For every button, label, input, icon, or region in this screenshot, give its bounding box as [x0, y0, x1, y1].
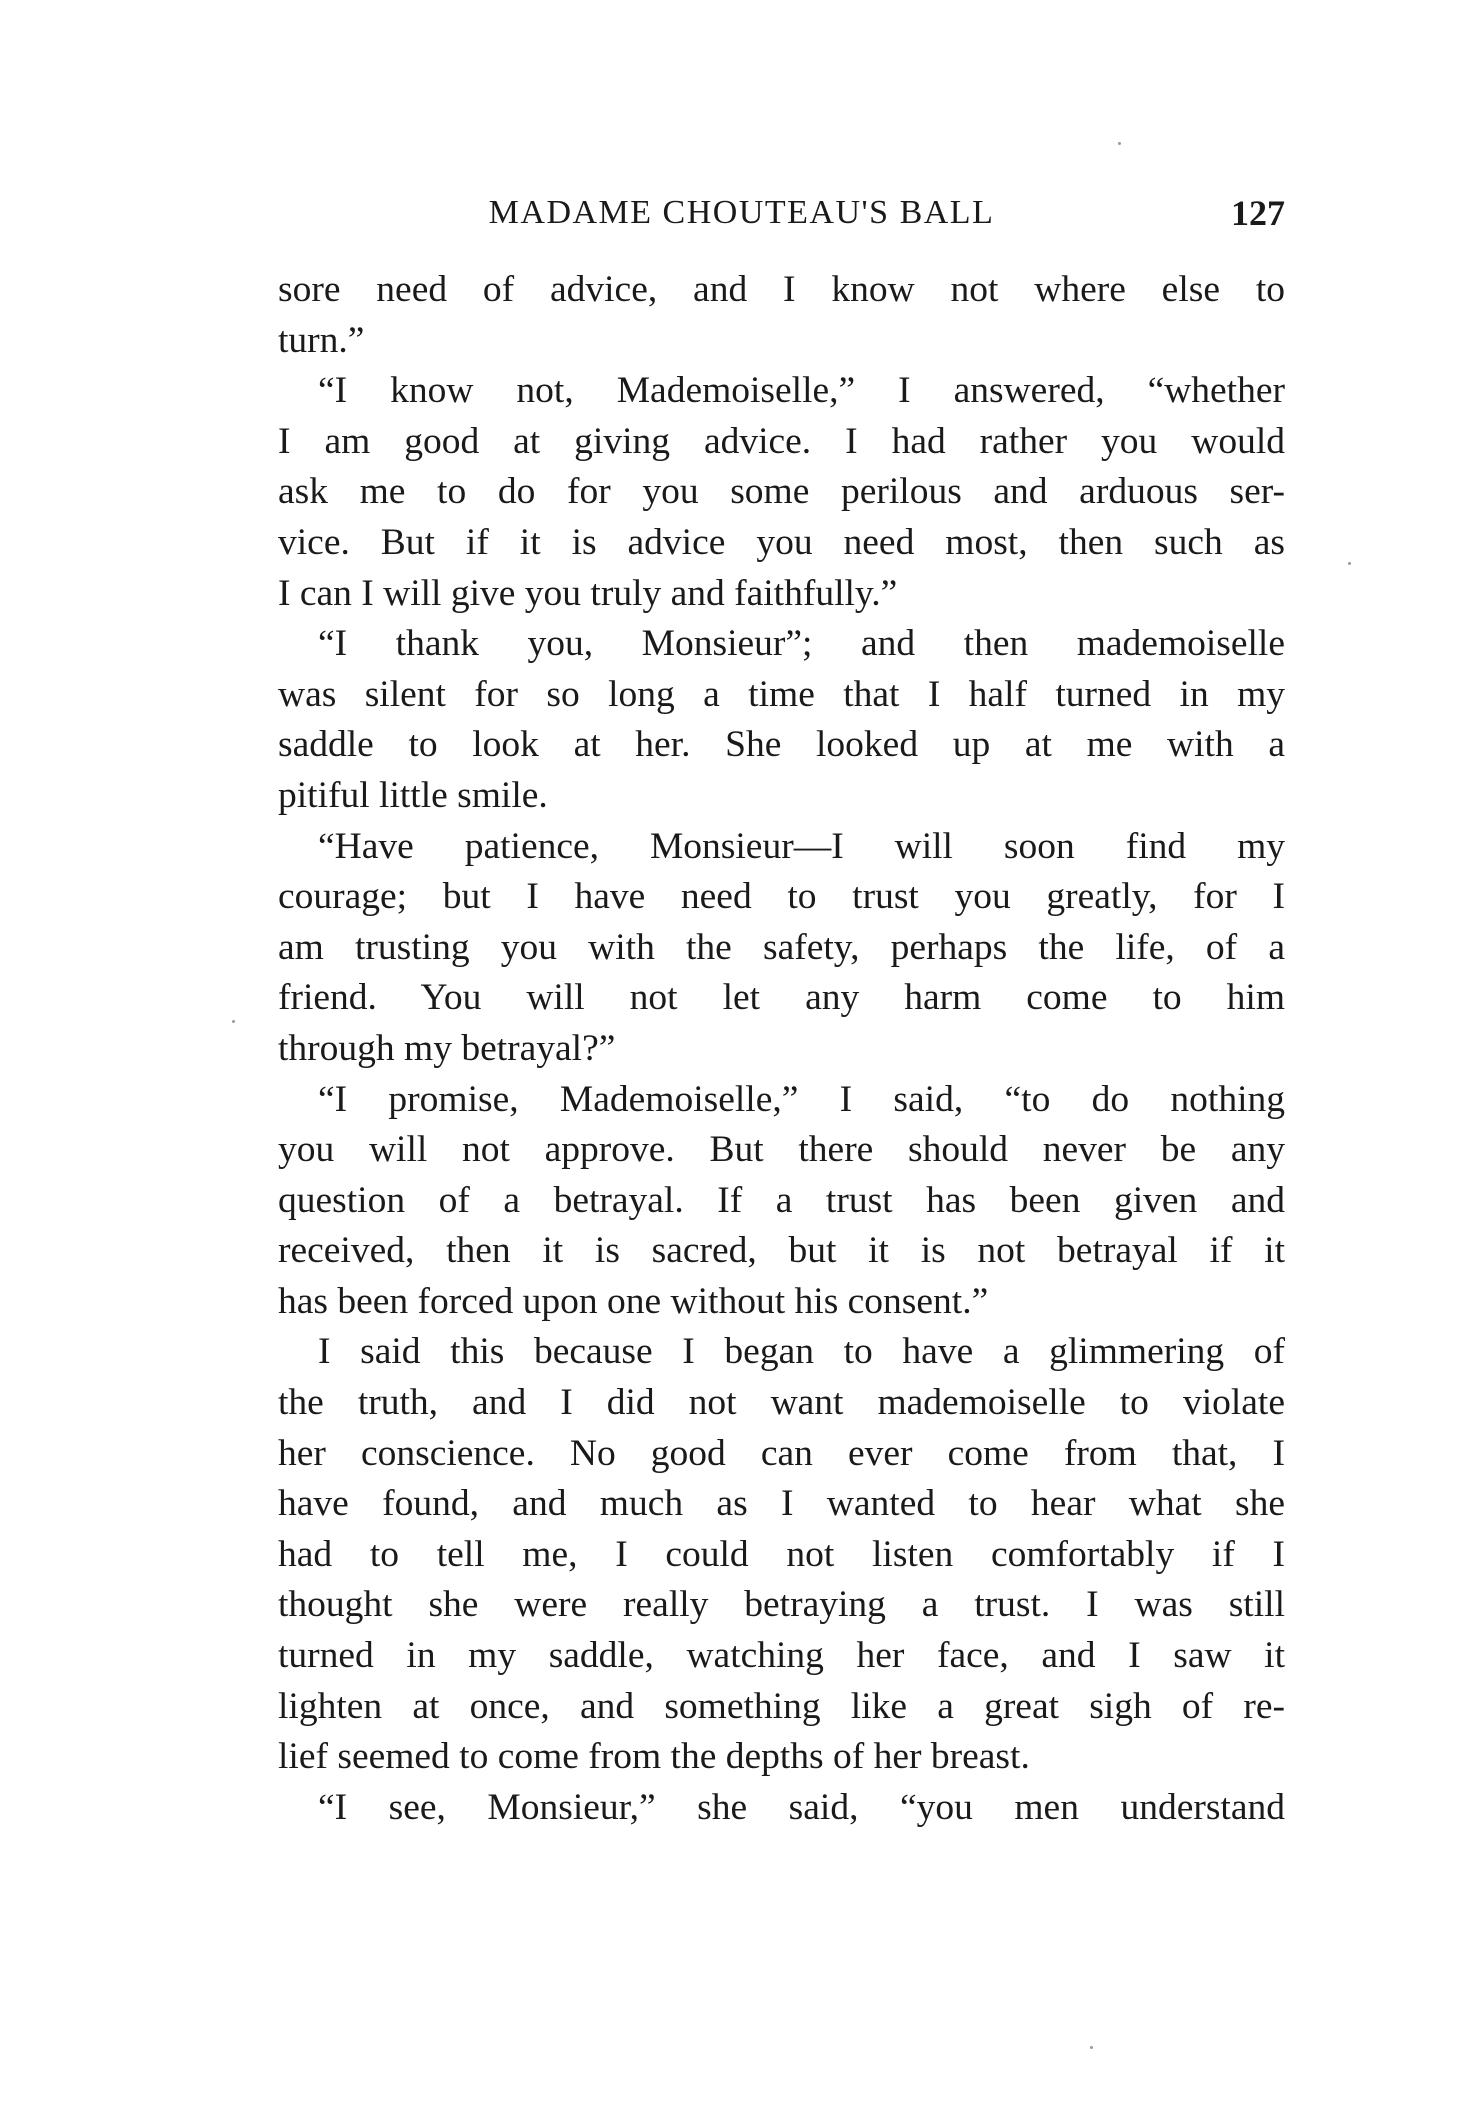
- text-line: courage; but I have need to trust you greatly, for I: [278, 876, 1285, 918]
- text-line: “I thank you, Monsieur”; and then mademoiselle: [318, 623, 1285, 665]
- text-line: received, then it is sacred, but it is not betrayal if it: [278, 1230, 1285, 1272]
- text-line: “I promise, Mademoiselle,” I said, “to do nothing: [318, 1078, 1285, 1120]
- page-number: 127: [1231, 193, 1285, 233]
- scan-speck: [1090, 2046, 1093, 2049]
- text-line: you will not approve. But there should never be any: [278, 1129, 1285, 1171]
- text-line: turned in my saddle, watching her face, and I saw it: [278, 1635, 1285, 1677]
- text-line: “Have patience, Monsieur—I will soon find my: [318, 825, 1285, 867]
- text-line: sore need of advice, and I know not where else to: [278, 269, 1285, 310]
- text-line: was silent for so long a time that I half turned in my: [278, 673, 1285, 715]
- text-line: I can I will give you truly and faithfully.”: [278, 572, 898, 614]
- text-line: am trusting you with the safety, perhaps the life, of a: [278, 926, 1285, 968]
- running-title: MADAME CHOUTEAU'S BALL: [488, 194, 995, 231]
- text-line: saddle to look at her. She looked up at me with a: [278, 724, 1285, 766]
- text-line: pitiful little smile.: [278, 774, 548, 816]
- text-line: lighten at once, and something like a great sigh of re-: [278, 1685, 1285, 1727]
- scan-speck: [232, 1020, 235, 1023]
- body-text: [278, 265, 1285, 1833]
- text-line: has been forced upon one without his consent.”: [278, 1280, 989, 1322]
- text-line: question of a betrayal. If a trust has been given and: [278, 1179, 1285, 1221]
- running-header: [278, 183, 1285, 243]
- text-line: friend. You will not let any harm come to him: [278, 977, 1285, 1019]
- text-line: through my betrayal?”: [278, 1027, 616, 1069]
- text-line: vice. But if it is advice you need most, then such as: [278, 521, 1285, 563]
- text-line: ask me to do for you some perilous and arduous ser-: [278, 471, 1285, 513]
- text-line: lief seemed to come from the depths of her breast.: [278, 1736, 1030, 1778]
- text-line: have found, and much as I wanted to hear what she: [278, 1483, 1285, 1525]
- text-line: I said this because I began to have a glimmering of: [318, 1331, 1285, 1373]
- scan-speck: [1348, 562, 1351, 565]
- text-line: I am good at giving advice. I had rather you would: [278, 420, 1285, 462]
- text-line: “I know not, Mademoiselle,” I answered, “whether: [318, 370, 1285, 412]
- text-line: turn.”: [278, 319, 365, 361]
- scan-speck: [1118, 142, 1121, 145]
- text-line: thought she were really betraying a trust. I was still: [278, 1584, 1285, 1626]
- text-line: her conscience. No good can ever come from that, I: [278, 1432, 1285, 1474]
- text-line: the truth, and I did not want mademoiselle to violate: [278, 1382, 1285, 1424]
- text-line: “I see, Monsieur,” she said, “you men understand: [318, 1786, 1285, 1828]
- text-line: had to tell me, I could not listen comfortably if I: [278, 1533, 1285, 1575]
